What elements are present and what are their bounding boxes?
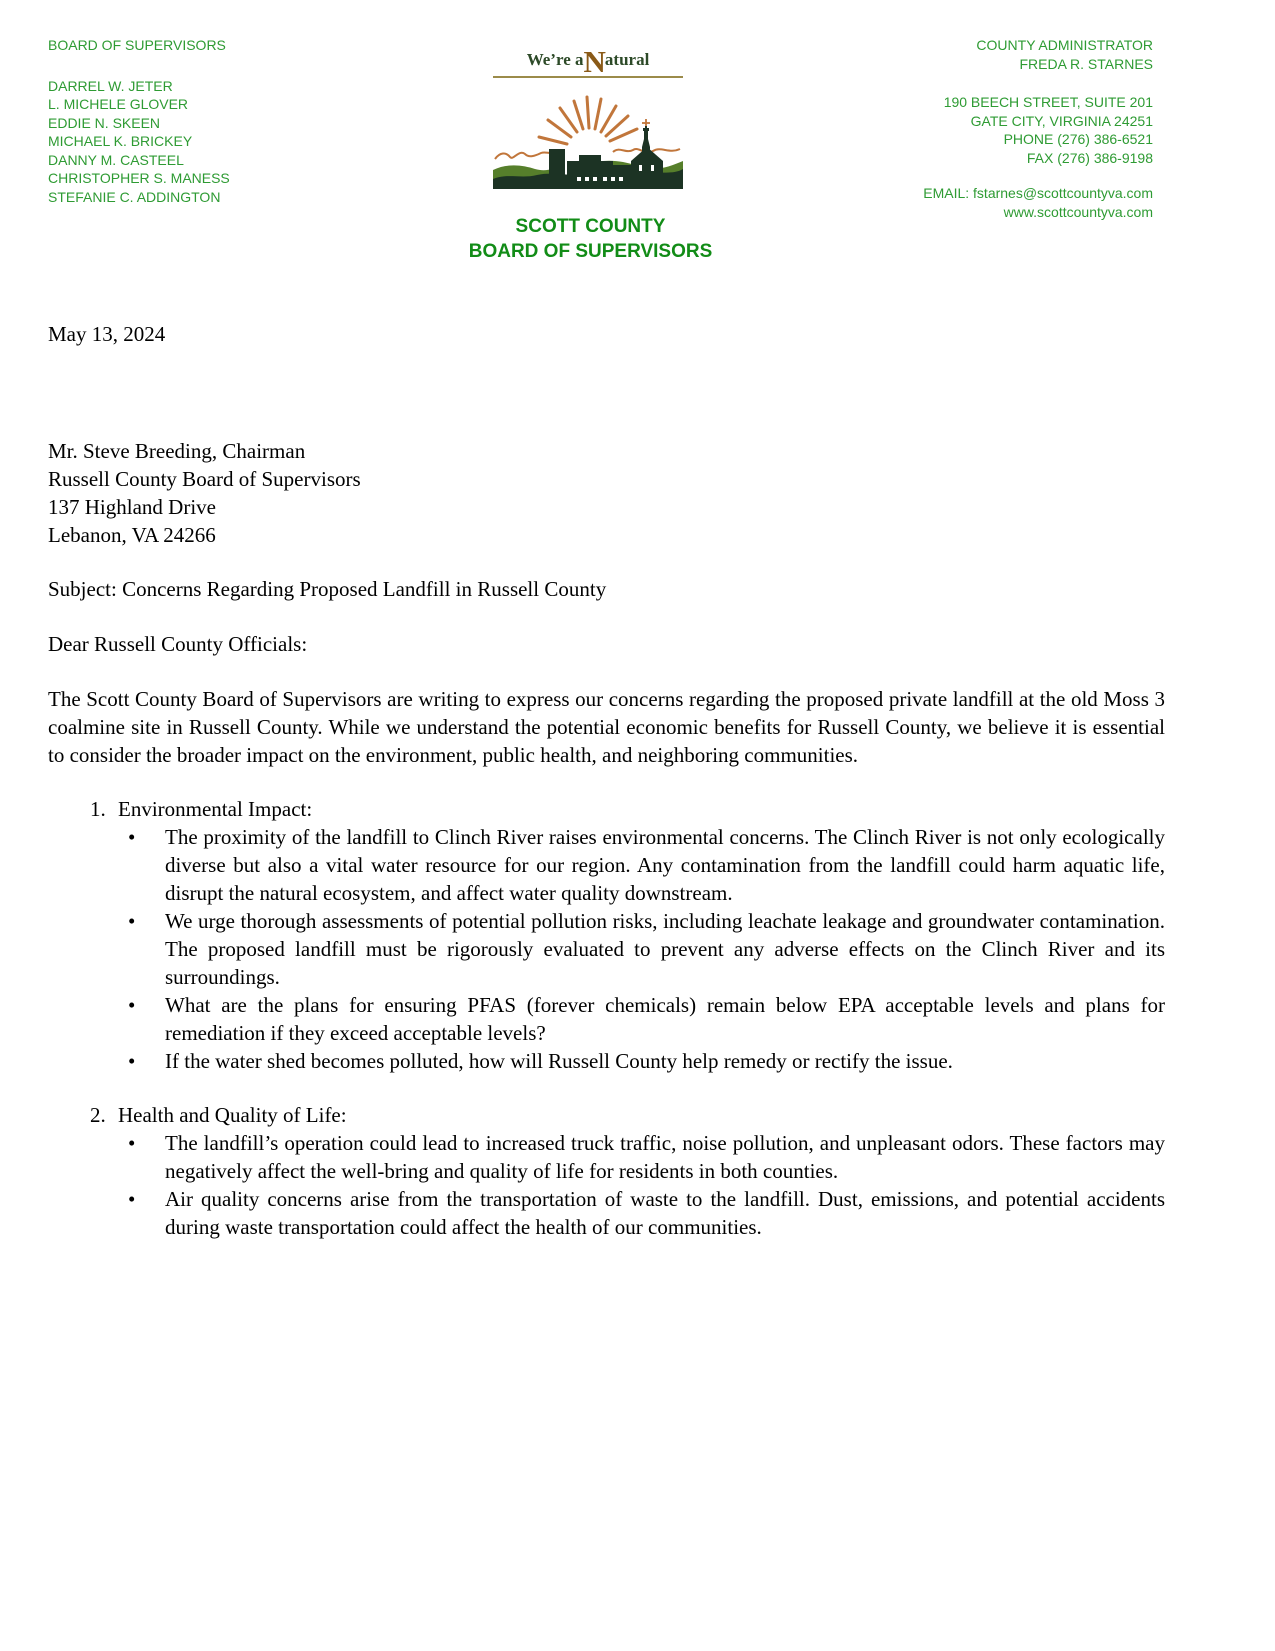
county-logo: [493, 44, 683, 189]
supervisor-name: MICHAEL K. BRICKEY: [48, 133, 193, 149]
section-number: 2.: [90, 1103, 106, 1127]
website-line: www.scottcountyva.com: [1003, 203, 1153, 220]
county-title: [448, 214, 733, 264]
board-heading: BOARD OF SUPERVISORS: [48, 37, 226, 53]
administrator-name: FREDA R. STARNES: [1019, 55, 1153, 72]
tagline-post: atural: [604, 50, 650, 69]
supervisor-name: DARREL W. JETER: [48, 77, 173, 94]
section-health-quality-of-life: [48, 1101, 1165, 1241]
recipient-line: Russell County Board of Supervisors: [48, 467, 361, 491]
administrator-contact: [923, 184, 1153, 221]
county-title-line1: SCOTT COUNTY: [515, 216, 666, 237]
letter-body: [48, 320, 1165, 1241]
recipient-address: [48, 437, 1165, 549]
address-line: GATE CITY, VIRGINIA 24251: [970, 112, 1153, 129]
county-administrator-heading: COUNTY ADMINISTRATOR: [976, 37, 1153, 53]
recipient-line: Lebanon, VA 24266: [48, 523, 216, 547]
section-number: 1.: [90, 797, 106, 821]
salutation: Dear Russell County Officials:: [48, 632, 308, 656]
tagline-big-n: N: [583, 44, 605, 79]
supervisor-name: STEFANIE C. ADDINGTON: [48, 188, 221, 205]
administrator-address: [923, 93, 1153, 167]
sun-town-landscape-icon: [493, 81, 683, 189]
section-environmental-impact: [48, 795, 1165, 1075]
bullet-item: • What are the plans for ensuring PFAS (forever chemicals) remain below EPA acceptable levels and plans for remediation if they exceed acceptable levels?: [48, 991, 1165, 1047]
letter-date: May 13, 2024: [48, 322, 166, 346]
section-heading: [48, 1101, 1165, 1129]
subject-line: Subject: Concerns Regarding Proposed Landfill in Russell County: [48, 577, 607, 601]
logo-tagline: [493, 44, 683, 79]
supervisor-name: L. MICHELE GLOVER: [48, 96, 189, 112]
supervisor-name: CHRISTOPHER S. MANESS: [48, 170, 230, 186]
recipient-line: 137 Highland Drive: [48, 495, 216, 519]
address-line: 190 BEECH STREET, SUITE 201: [943, 94, 1153, 110]
bullet-item: • Air quality concerns arise from the transportation of waste to the landfill. Dust, emissions, and potential accidents during waste transportation could affect the health of our communities.: [48, 1185, 1165, 1241]
bullet-item: • The proximity of the landfill to Clinch River raises environmental concerns. The Clinch River is not only ecologically diverse but also a vital water resource for our region. Any contamination from the landfill could harm aquatic life, disrupt the natural ecosystem, and affect water quality downstream.: [48, 823, 1165, 907]
recipient-line: Mr. Steve Breeding, Chairman: [48, 439, 306, 463]
county-title-line2: BOARD OF SUPERVISORS: [468, 241, 713, 262]
supervisor-name: DANNY M. CASTEEL: [48, 151, 184, 168]
intro-paragraph: The Scott County Board of Supervisors are writing to express our concerns regarding the proposed private landfill at the old Moss 3 coalmine site in Russell County. While we understand the potential economic benefits for Russell County, we believe it is essential to consider the broader impact on the environment, public health, and neighboring communities.: [48, 687, 1165, 767]
section-title: Environmental Impact:: [118, 797, 313, 821]
bullet-item: • The landfill’s operation could lead to increased truck traffic, noise pollution, and unpleasant odors. These factors may negatively affect the well-bring and quality of life for residents in both counties.: [48, 1129, 1165, 1185]
fax-line: FAX (276) 386-9198: [1026, 149, 1153, 166]
bullet-item: • If the water shed becomes polluted, how will Russell County help remedy or rectify the issue.: [48, 1047, 1165, 1075]
tagline-pre: We’re a: [526, 50, 584, 69]
phone-line: PHONE (276) 386-6521: [1003, 131, 1153, 147]
section-title: Health and Quality of Life:: [118, 1103, 347, 1127]
letterhead-left: [48, 36, 230, 206]
section-heading: [48, 795, 1165, 823]
supervisor-name: EDDIE N. SKEEN: [48, 114, 161, 131]
email-line: EMAIL: fstarnes@scottcountyva.com: [923, 185, 1153, 201]
letterhead-right: [923, 36, 1153, 221]
bullet-item: • We urge thorough assessments of potential pollution risks, including leachate leakage and groundwater contamination. The proposed landfill must be rigorously evaluated to prevent any adverse effects on the Clinch River and its surroundings.: [48, 907, 1165, 991]
supervisor-names: [48, 77, 230, 207]
